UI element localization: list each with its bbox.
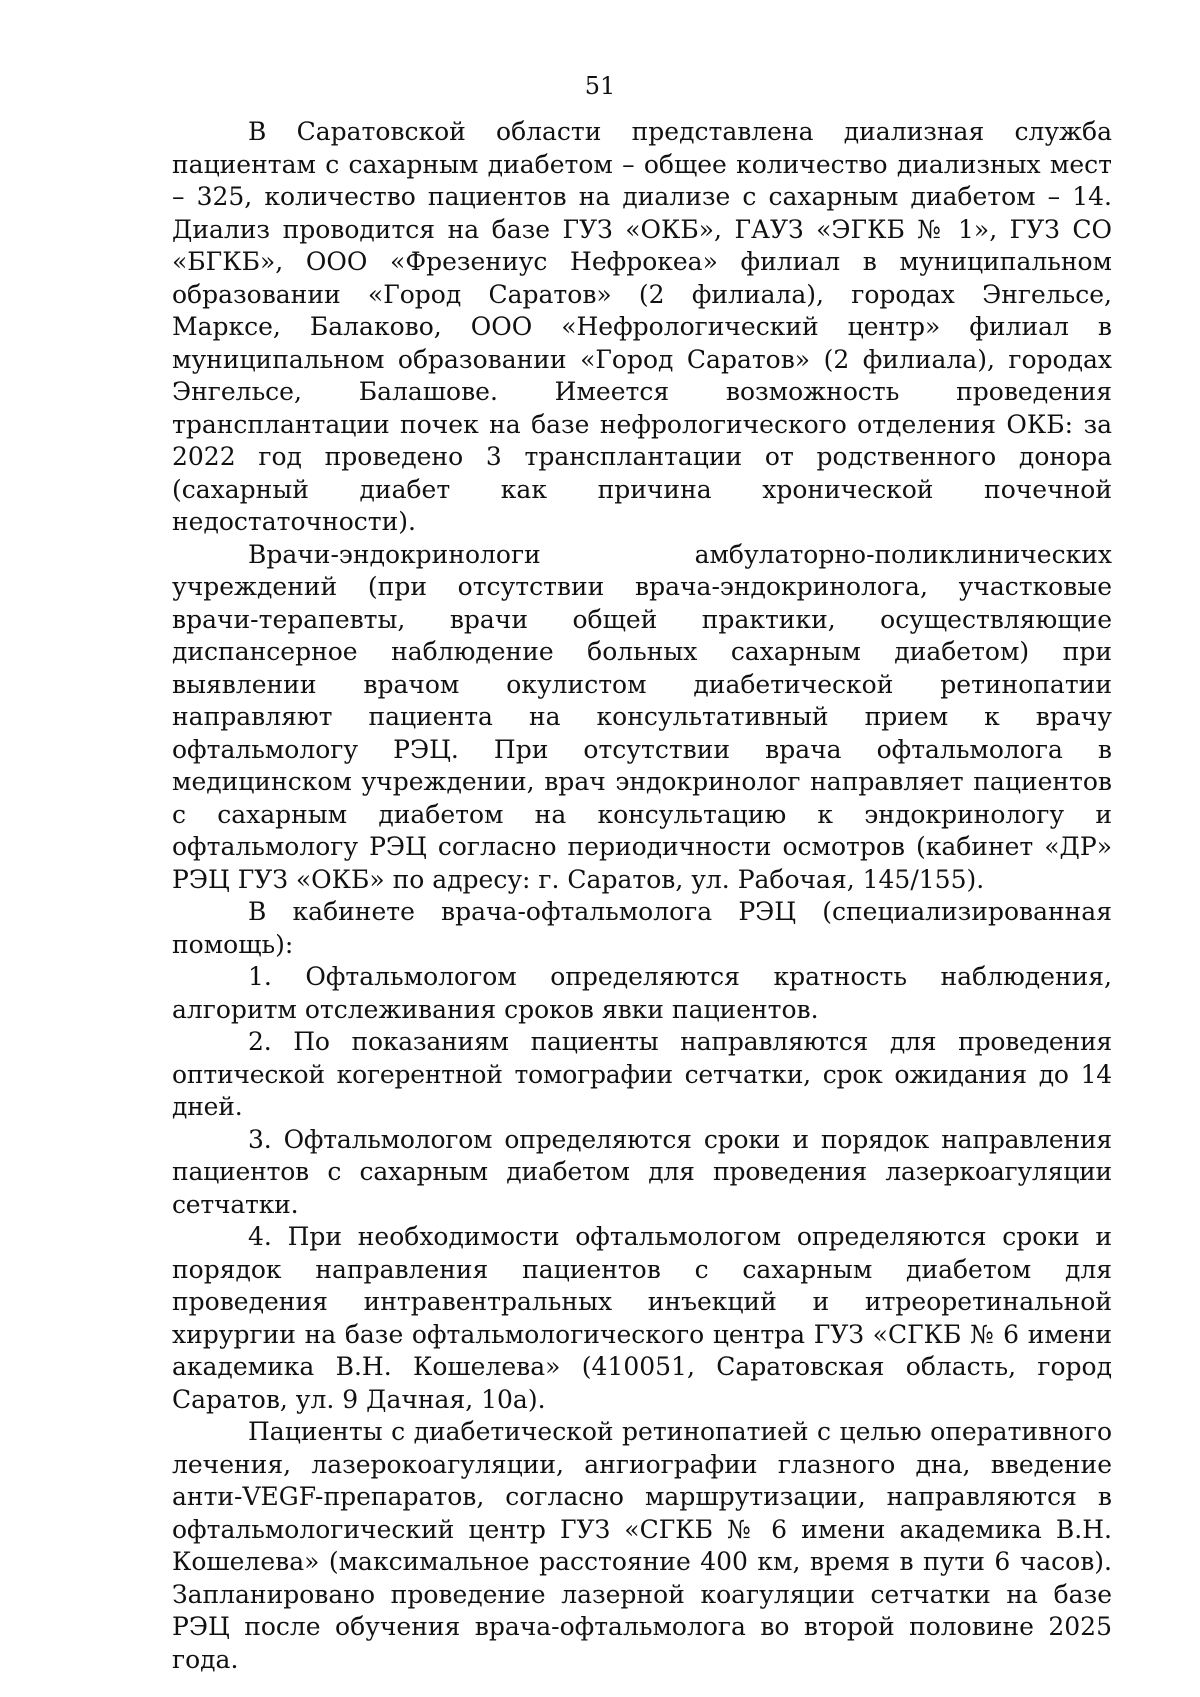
list-item-1: 1. Офтальмологом определяются кратность наблюдения, алгоритм отслеживания сроков явки пациентов. — [172, 962, 1112, 1024]
page-number: 51 — [584, 72, 616, 100]
paragraph-retinopathy-patients: Пациенты с диабетической ретинопатией с целью оперативного лечения, лазерокоагуляции, ангиографии глазного дна, введение анти-VEGF-препаратов, согласно маршрутизации, направляются в офтальмологический центр ГУЗ «СГКБ № 6 имени академика В.Н. Кошелева» (максимальное расстояние 400 км, время в пути 6 часов). Запланировано проведение лазерной коагуляции сетчатки на базе РЭЦ после обучения врача-офтальмолога во второй половине 2025 года. — [172, 1417, 1112, 1674]
list-item-3: 3. Офтальмологом определяются сроки и порядок направления пациентов с сахарным диабетом для проведения лазеркоагуляции сетчатки. — [172, 1124, 1112, 1219]
paragraph-ophthalmologist-office-intro: В кабинете врача-офтальмолога РЭЦ (специализированная помощь): — [172, 897, 1112, 959]
list-item-2: 2. По показаниям пациенты направляются для проведения оптической когерентной томографии сетчатки, срок ожидания до 14 дней. — [172, 1027, 1112, 1121]
paragraph-endocrinologists-referral: Врачи-эндокринологи амбулаторно-поликлинических учреждений (при отсутствии врача-эндокринолога, участковые врачи-терапевты, врачи общей практики, осуществляющие диспансерное наблюдение больных сахарным диабетом) при выявлении врачом окулистом диабетической ретинопатии направляют пациента на консультативный прием к врачу офтальмологу РЭЦ. При отсутствии врача офтальмолога в медицинском учреждении, врач эндокринолог направляет пациентов с сахарным диабетом на консультацию к эндокринологу и офтальмологу РЭЦ согласно периодичности осмотров (кабинет «ДР» РЭЦ ГУЗ «ОКБ» по адресу: г. Саратов, ул. Рабочая, 145/155). — [172, 539, 1112, 894]
paragraph-dialysis-service: В Саратовской области представлена диализная служба пациентам с сахарным диабетом – общее количество диализных мест – 325, количество пациентов на диализе с сахарным диабетом – 14. Диализ проводится на базе ГУЗ «ОКБ», ГАУЗ «ЭГКБ № 1», ГУЗ СО «БГКБ», ООО «Фрезениус Нефрокеа» филиал в муниципальном образовании «Город Саратов» (2 филиала), городах Энгельсе, Марксе, Балаково, ООО «Нефрологический центр» филиал в муниципальном образовании «Город Саратов» (2 филиала), городах Энгельсе, Балашове. Имеется возможность проведения трансплантации почек на базе нефрологического отделения ОКБ: за 2022 год проведено 3 трансплантации от родственного донора (сахарный диабет как причина хронической почечной недостаточности). — [172, 117, 1112, 536]
document-body — [172, 116, 1112, 1676]
list-item-4: 4. При необходимости офтальмологом определяются сроки и порядок направления пациентов с сахарным диабетом для проведения интравентральных инъекций и итреоретинальной хирургии на базе офтальмологического центра ГУЗ «СГКБ № 6 имени академика В.Н. Кошелева» (410051, Саратовская область, город Саратов, ул. 9 Дачная, 10а). — [172, 1222, 1112, 1414]
